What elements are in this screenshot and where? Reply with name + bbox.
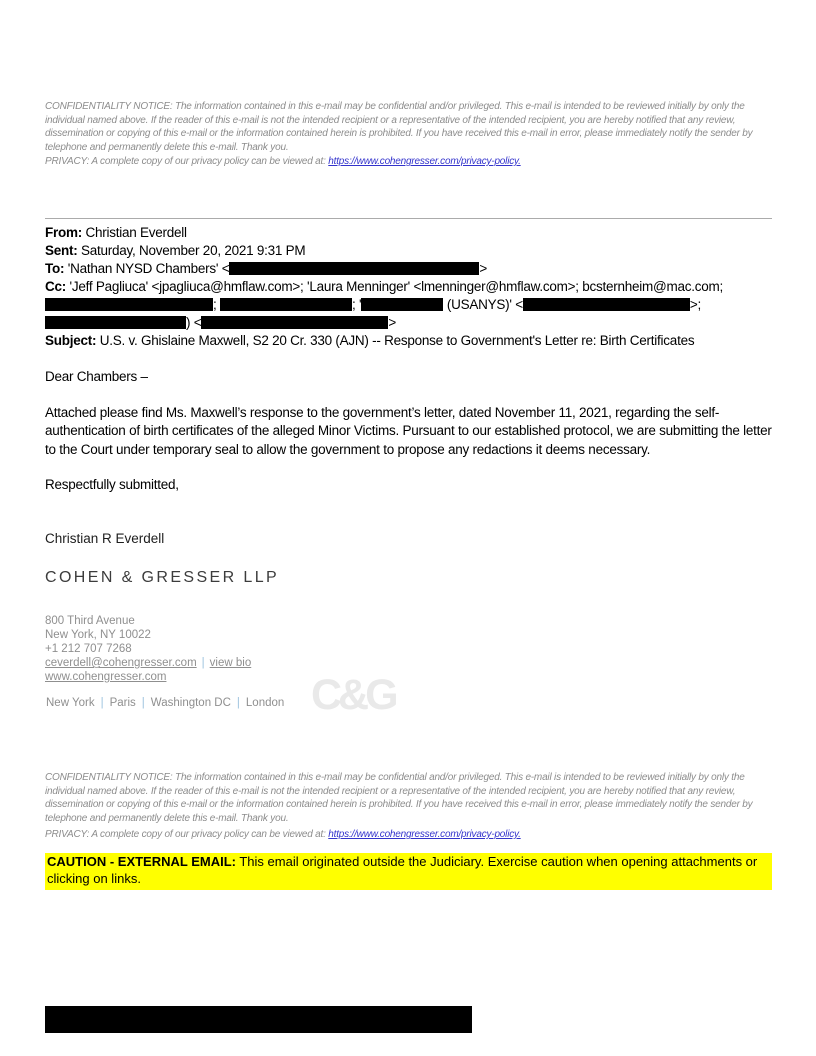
pipe-separator: | [201, 657, 205, 669]
from-label: From: [45, 225, 82, 240]
confidentiality-notice-bottom: CONFIDENTIALITY NOTICE: The information contained in this e-mail may be confidential and/or privileged. This e-mail is intended to be reviewed initially by only the individual named above. If the reader of this e-mail is not the intended recipient or a representative of the intended recipient, you are hereby notified that any review, dissemination or copying of this e-mail or the information contained herein is prohibited. If you have received this e-mail in error, please immediately notify the sender by telephone and permanently delete this e-mail. Thank you. [45, 772, 753, 824]
view-bio-link[interactable]: view bio [209, 657, 252, 669]
privacy-line-bottom [45, 829, 773, 840]
from-value: Christian Everdell [82, 225, 187, 240]
cc-value-line1: 'Jeff Pagliuca' <jpagliuca@hmflaw.com>; 'Laura Menninger' <lmenninger@hmflaw.com>; bcsternheim@mac.com; [66, 279, 724, 294]
cc-label: Cc: [45, 279, 67, 294]
address-line-1: 800 Third Avenue [45, 615, 135, 627]
cc-sep: ) < [186, 315, 202, 330]
email-headers [45, 224, 777, 350]
privacy-text: PRIVACY: A complete copy of our privacy policy can be viewed at: [45, 156, 329, 167]
office-new-york: New York [46, 697, 95, 709]
header-cc-line3 [45, 314, 777, 332]
privacy-policy-link[interactable]: https://www.cohengresser.com/privacy-policy. [328, 156, 521, 167]
cc-sep: > [388, 315, 397, 330]
caution-text: This email originated outside the Judiciary. Exercise caution when opening attachments or clicking on links. [47, 854, 758, 886]
office-london: London [245, 697, 285, 709]
header-to [45, 260, 777, 278]
cc-usanys-text: (USANYS)' < [443, 297, 523, 312]
redaction-bar [229, 262, 479, 275]
header-cc-line2 [45, 296, 777, 314]
website-link[interactable]: www.cohengresser.com [45, 671, 167, 683]
external-email-caution-banner [45, 853, 772, 890]
subject-value: U.S. v. Ghislaine Maxwell, S2 20 Cr. 330 (AJN) -- Response to Government's Letter re: Birth Certificates [96, 333, 695, 348]
address-line-2: New York, NY 10022 [45, 629, 151, 641]
privacy-line-top [45, 156, 773, 167]
redaction-bar-bottom [45, 1006, 472, 1033]
cg-logo-icon: C&G [311, 671, 395, 719]
redaction-bar [45, 316, 186, 329]
privacy-text: PRIVACY: A complete copy of our privacy policy can be viewed at: [45, 829, 329, 840]
privacy-policy-link[interactable]: https://www.cohengresser.com/privacy-policy. [328, 829, 521, 840]
website-line [45, 670, 251, 684]
caution-label: CAUTION - EXTERNAL EMAIL: [47, 854, 236, 869]
to-label: To: [45, 261, 65, 276]
redaction-bar [220, 298, 352, 311]
sent-label: Sent: [45, 243, 78, 258]
redaction-bar [523, 298, 690, 311]
header-from [45, 224, 777, 242]
cc-sep: >; [689, 297, 701, 312]
contact-links-line [45, 656, 251, 670]
salutation: Dear Chambers – [45, 369, 148, 384]
phone-number: +1 212 707 7268 [45, 643, 132, 655]
sender-name: Christian R Everdell [45, 531, 165, 546]
pipe-separator: | [100, 697, 104, 709]
pipe-separator: | [141, 697, 145, 709]
office-locations [45, 697, 285, 709]
office-washington-dc: Washington DC [150, 697, 231, 709]
subject-label: Subject: [45, 333, 97, 348]
body-paragraph: Attached please find Ms. Maxwell’s response to the government’s letter, dated November 11, 2021, regarding the self-authentication of birth certificates of the alleged Minor Victims. Pursuant to our established protocol, we are submitting the letter to the Court under temporary seal to allow the government to propose any redactions it deems necessary. [45, 405, 772, 457]
sent-value: Saturday, November 20, 2021 9:31 PM [77, 243, 306, 258]
redaction-bar [361, 298, 443, 311]
closing-line: Respectfully submitted, [45, 477, 179, 492]
header-subject [45, 332, 777, 350]
redaction-bar [45, 298, 213, 311]
cc-sep: ; [213, 297, 221, 312]
cc-sep: ; ' [352, 297, 362, 312]
header-sent [45, 242, 777, 260]
signature-address-block [45, 614, 251, 684]
header-cc-line1 [45, 278, 777, 296]
email-link[interactable]: ceverdell@cohengresser.com [45, 657, 197, 669]
office-paris: Paris [109, 697, 136, 709]
redaction-bar [201, 316, 388, 329]
pipe-separator: | [236, 697, 240, 709]
to-value-suffix: > [479, 261, 487, 276]
to-value-prefix: 'Nathan NYSD Chambers' < [64, 261, 230, 276]
firm-wordmark: COHEN & GRESSER LLP [45, 569, 280, 586]
header-divider [45, 218, 772, 219]
confidentiality-notice-top: CONFIDENTIALITY NOTICE: The information contained in this e-mail may be confidential and/or privileged. This e-mail is intended to be reviewed initially by only the individual named above. If the reader of this e-mail is not the intended recipient or a representative of the intended recipient, you are hereby notified that any review, dissemination or copying of this e-mail or the information contained herein is prohibited. If you have received this e-mail in error, please immediately notify the sender by telephone and permanently delete this e-mail. Thank you. [45, 101, 753, 153]
